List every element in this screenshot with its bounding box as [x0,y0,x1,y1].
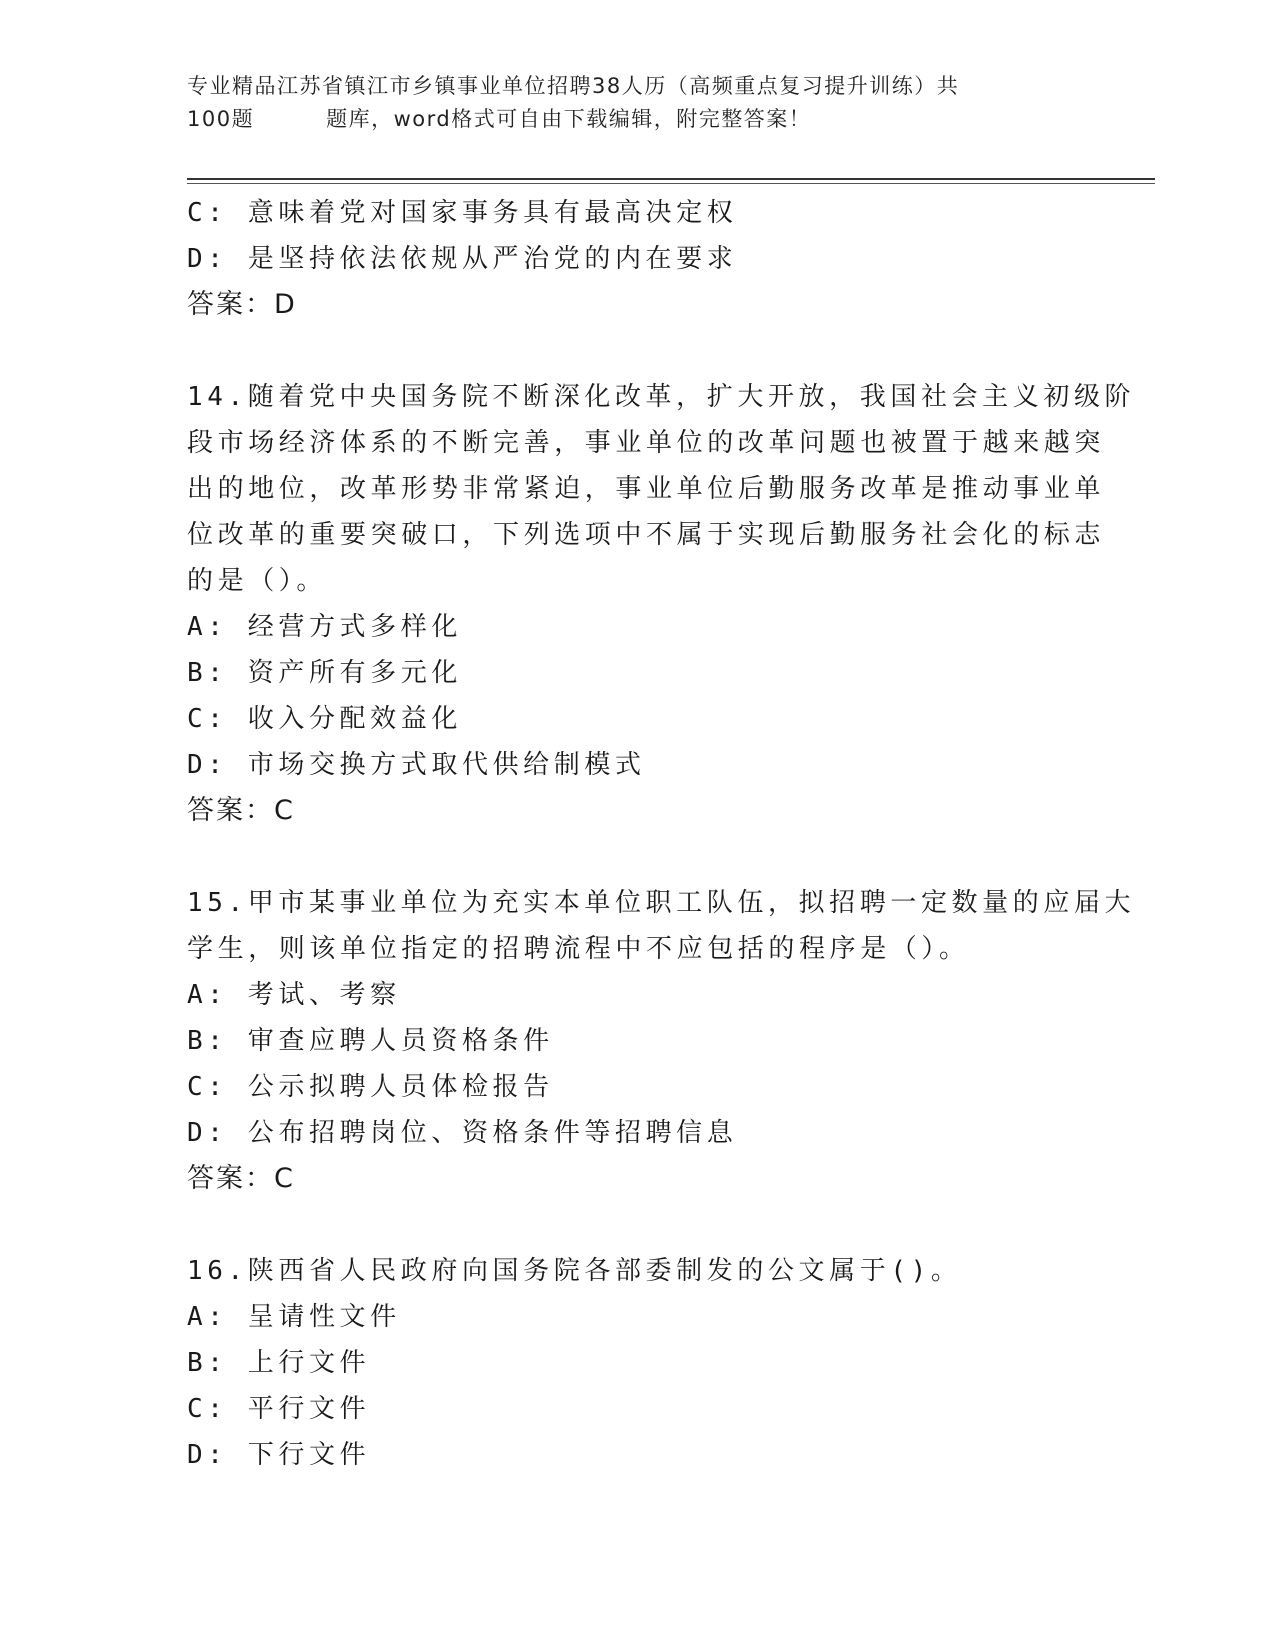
document-header [187,70,1067,136]
option-d: D: 下行文件 [187,1440,371,1470]
question-stem-line: 15.甲市某事业单位为充实本单位职工队伍，拟招聘一定数量的应届大 [187,888,1136,918]
option-c: C: 收入分配效益化 [187,704,462,734]
question-stem-line: 学生，则该单位指定的招聘流程中不应包括的程序是（）。 [187,934,970,964]
header-divider-thick [187,178,1155,180]
question-stem-line: 位改革的重要突破口，下列选项中不属于实现后勤服务社会化的标志 [187,520,1106,550]
question-stem-line: 14.随着党中央国务院不断深化改革，扩大开放，我国社会主义初级阶 [187,382,1136,412]
option-a: A: 经营方式多样化 [187,612,462,642]
option-a: A: 考试、考察 [187,980,401,1010]
answer-line: 答案：C [187,1163,295,1194]
question-stem-line: 出的地位，改革形势非常紧迫，事业单位后勤服务改革是推动事业单 [187,474,1106,504]
answer-line: 答案：C [187,795,295,826]
question-stem-line: 16.陕西省人民政府向国务院各部委制发的公文属于()。 [187,1256,962,1286]
header-description: 题库，word格式可自由下载编辑，附完整答案！ [326,107,812,131]
header-line-2 [187,103,1067,136]
question-15 [187,880,1136,1202]
option-d: D: 是坚持依法依规从严治党的内在要求 [187,244,738,274]
option-c: C: 公示拟聘人员体检报告 [187,1072,554,1102]
question-list [187,190,1136,1478]
header-line-1: 专业精品江苏省镇江市乡镇事业单位招聘38人历（高频重点复习提升训练）共 [187,74,960,98]
option-c: C: 平行文件 [187,1394,371,1424]
option-a: A: 呈请性文件 [187,1302,401,1332]
header-divider-thin [187,183,1155,184]
answer-line: 答案：D [187,289,297,320]
option-b: B: 审查应聘人员资格条件 [187,1026,554,1056]
question-stem-line: 的是（）。 [187,566,328,596]
question-13-tail [187,190,1087,328]
option-b: B: 上行文件 [187,1348,371,1378]
option-d: D: 市场交换方式取代供给制模式 [187,750,646,780]
option-b: B: 资产所有多元化 [187,658,462,688]
question-14 [187,374,1136,834]
question-16 [187,1248,1087,1478]
option-d: D: 公布招聘岗位、资格条件等招聘信息 [187,1118,738,1148]
question-stem-line: 段市场经济体系的不断完善，事业单位的改革问题也被置于越来越突 [187,428,1106,458]
option-c: C: 意味着党对国家事务具有最高决定权 [187,198,738,228]
header-question-count: 100题 [187,107,255,131]
